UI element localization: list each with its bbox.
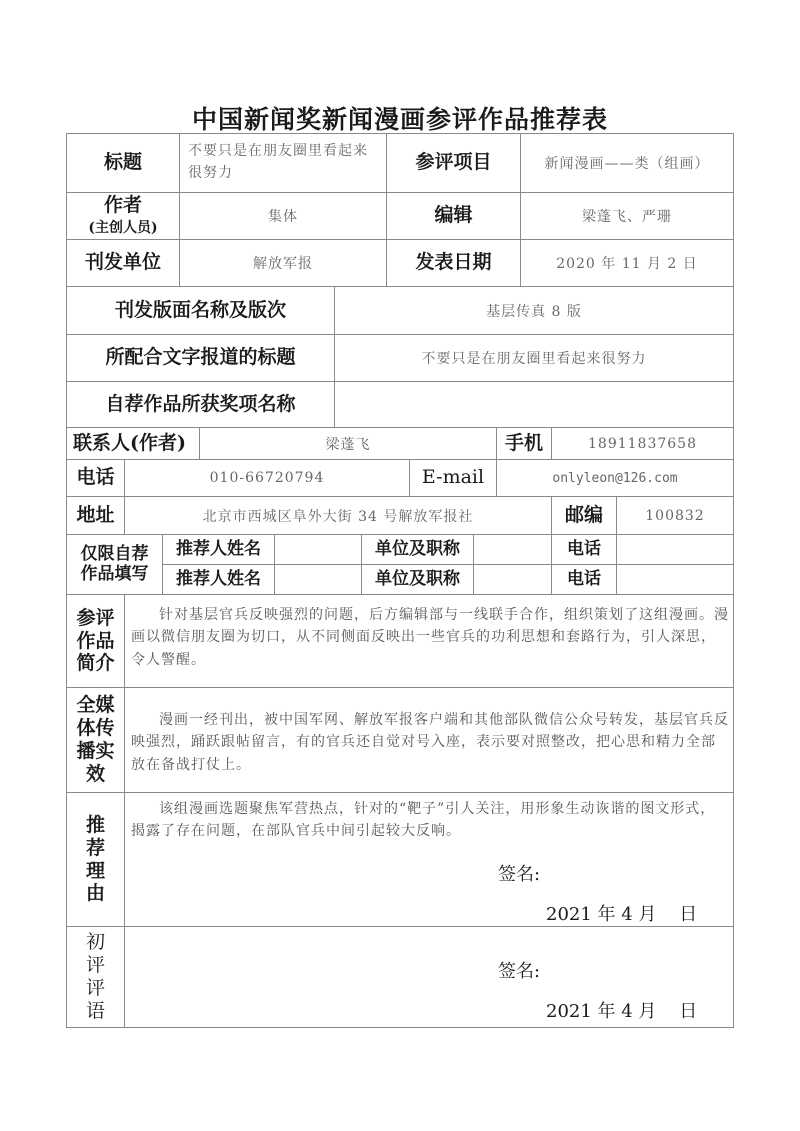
review-signature[interactable]: 签名: <box>498 961 541 982</box>
category-value[interactable]: 新闻漫画——类（组画） <box>520 133 734 193</box>
report-title-label: 所配合文字报道的标题 <box>66 334 335 382</box>
unit-title-label-2: 单位及职称 <box>361 564 474 595</box>
rec-phone-input-2[interactable] <box>616 564 734 595</box>
intro-text[interactable]: 针对基层官兵反映强烈的问题，后方编辑部与一线联手合作，组织策划了这组漫画。漫画以微信朋友圈为切口，从不同侧面反映出一些官兵的功利思想和套路行为，引人深思，令人警醒。 <box>131 607 729 668</box>
postcode-label: 邮编 <box>551 496 617 535</box>
address-value[interactable]: 北京市西城区阜外大街 34 号解放军报社 <box>124 496 552 535</box>
phone-value[interactable]: 010-66720794 <box>124 459 410 497</box>
category-label: 参评项目 <box>386 133 521 193</box>
rec-phone-input-1[interactable] <box>616 534 734 565</box>
effect-label: 全媒体传播实效 <box>76 694 115 785</box>
unit-title-input-1[interactable] <box>473 534 552 565</box>
reason-signature[interactable]: 签名: <box>498 864 541 885</box>
reason-text[interactable]: 该组漫画选题聚焦军营热点，针对的“靶子”引人关注，用形象生动诙谐的图文形式，揭露了存在问题，在部队官兵中间引起较大反响。 <box>131 801 716 840</box>
mobile-label: 手机 <box>496 427 552 460</box>
recommender-name-label-2: 推荐人姓名 <box>162 564 275 595</box>
phone-label: 电话 <box>66 459 125 497</box>
contact-value[interactable]: 梁蓬飞 <box>199 427 497 460</box>
intro-label-cell <box>66 594 125 688</box>
contact-label: 联系人(作者) <box>66 427 200 460</box>
intro-label: 参评作品简介 <box>76 606 115 675</box>
email-value[interactable]: onlyleon@126.com <box>496 459 734 497</box>
recommender-name-label-1: 推荐人姓名 <box>162 534 275 565</box>
author-value[interactable]: 集体 <box>179 192 387 240</box>
publisher-value[interactable]: 解放军报 <box>179 239 387 287</box>
reason-label: 推荐理由 <box>85 813 105 905</box>
reason-date[interactable]: 2021 年 4 月 日 <box>546 904 698 925</box>
award-value[interactable] <box>334 381 734 428</box>
postcode-value[interactable]: 100832 <box>616 496 734 535</box>
date-value[interactable]: 2020 年 11 月 2 日 <box>520 239 734 287</box>
email-label: E-mail <box>409 459 497 497</box>
review-label: 初评评语 <box>85 931 105 1022</box>
date-label: 发表日期 <box>386 239 521 287</box>
rec-phone-label-2: 电话 <box>551 564 617 595</box>
recommender-name-input-2[interactable] <box>274 564 362 595</box>
rec-phone-label-1: 电话 <box>551 534 617 565</box>
review-date[interactable]: 2021 年 4 月 日 <box>546 1001 698 1022</box>
review-label-cell <box>66 926 125 1028</box>
form-title: 中国新闻奖新闻漫画参评作品推荐表 <box>191 105 608 134</box>
title-label: 标题 <box>66 133 180 193</box>
award-label: 自荐作品所获奖项名称 <box>66 381 335 428</box>
publisher-label: 刊发单位 <box>66 239 180 287</box>
page-value[interactable]: 基层传真 8 版 <box>334 286 734 335</box>
report-title-value[interactable]: 不要只是在朋友圈里看起来很努力 <box>334 334 734 382</box>
mobile-value[interactable]: 18911837658 <box>551 427 734 460</box>
author-label: 作者 <box>103 194 142 217</box>
editor-label: 编辑 <box>386 192 521 240</box>
author-label-sub: (主创人员) <box>88 219 158 236</box>
author-label-cell <box>66 192 180 240</box>
self-recommend-label: 仅限自荐作品填写 <box>66 534 163 595</box>
editor-value[interactable]: 梁蓬飞、严珊 <box>520 192 734 240</box>
page-label: 刊发版面名称及版次 <box>66 286 335 335</box>
title-value[interactable]: 不要只是在朋友圈里看起来很努力 <box>179 133 387 193</box>
effect-label-cell <box>66 687 125 793</box>
reason-label-cell <box>66 792 125 927</box>
address-label: 地址 <box>66 496 125 535</box>
recommender-name-input-1[interactable] <box>274 534 362 565</box>
unit-title-label-1: 单位及职称 <box>361 534 474 565</box>
unit-title-input-2[interactable] <box>473 564 552 595</box>
effect-text[interactable]: 漫画一经刊出，被中国军网、解放军报客户端和其他部队微信公众号转发，基层官兵反映强烈，踊跃跟帖留言，有的官兵还自觉对号入座，表示要对照整改，把心思和精力全部放在备战打仗上。 <box>131 712 729 773</box>
